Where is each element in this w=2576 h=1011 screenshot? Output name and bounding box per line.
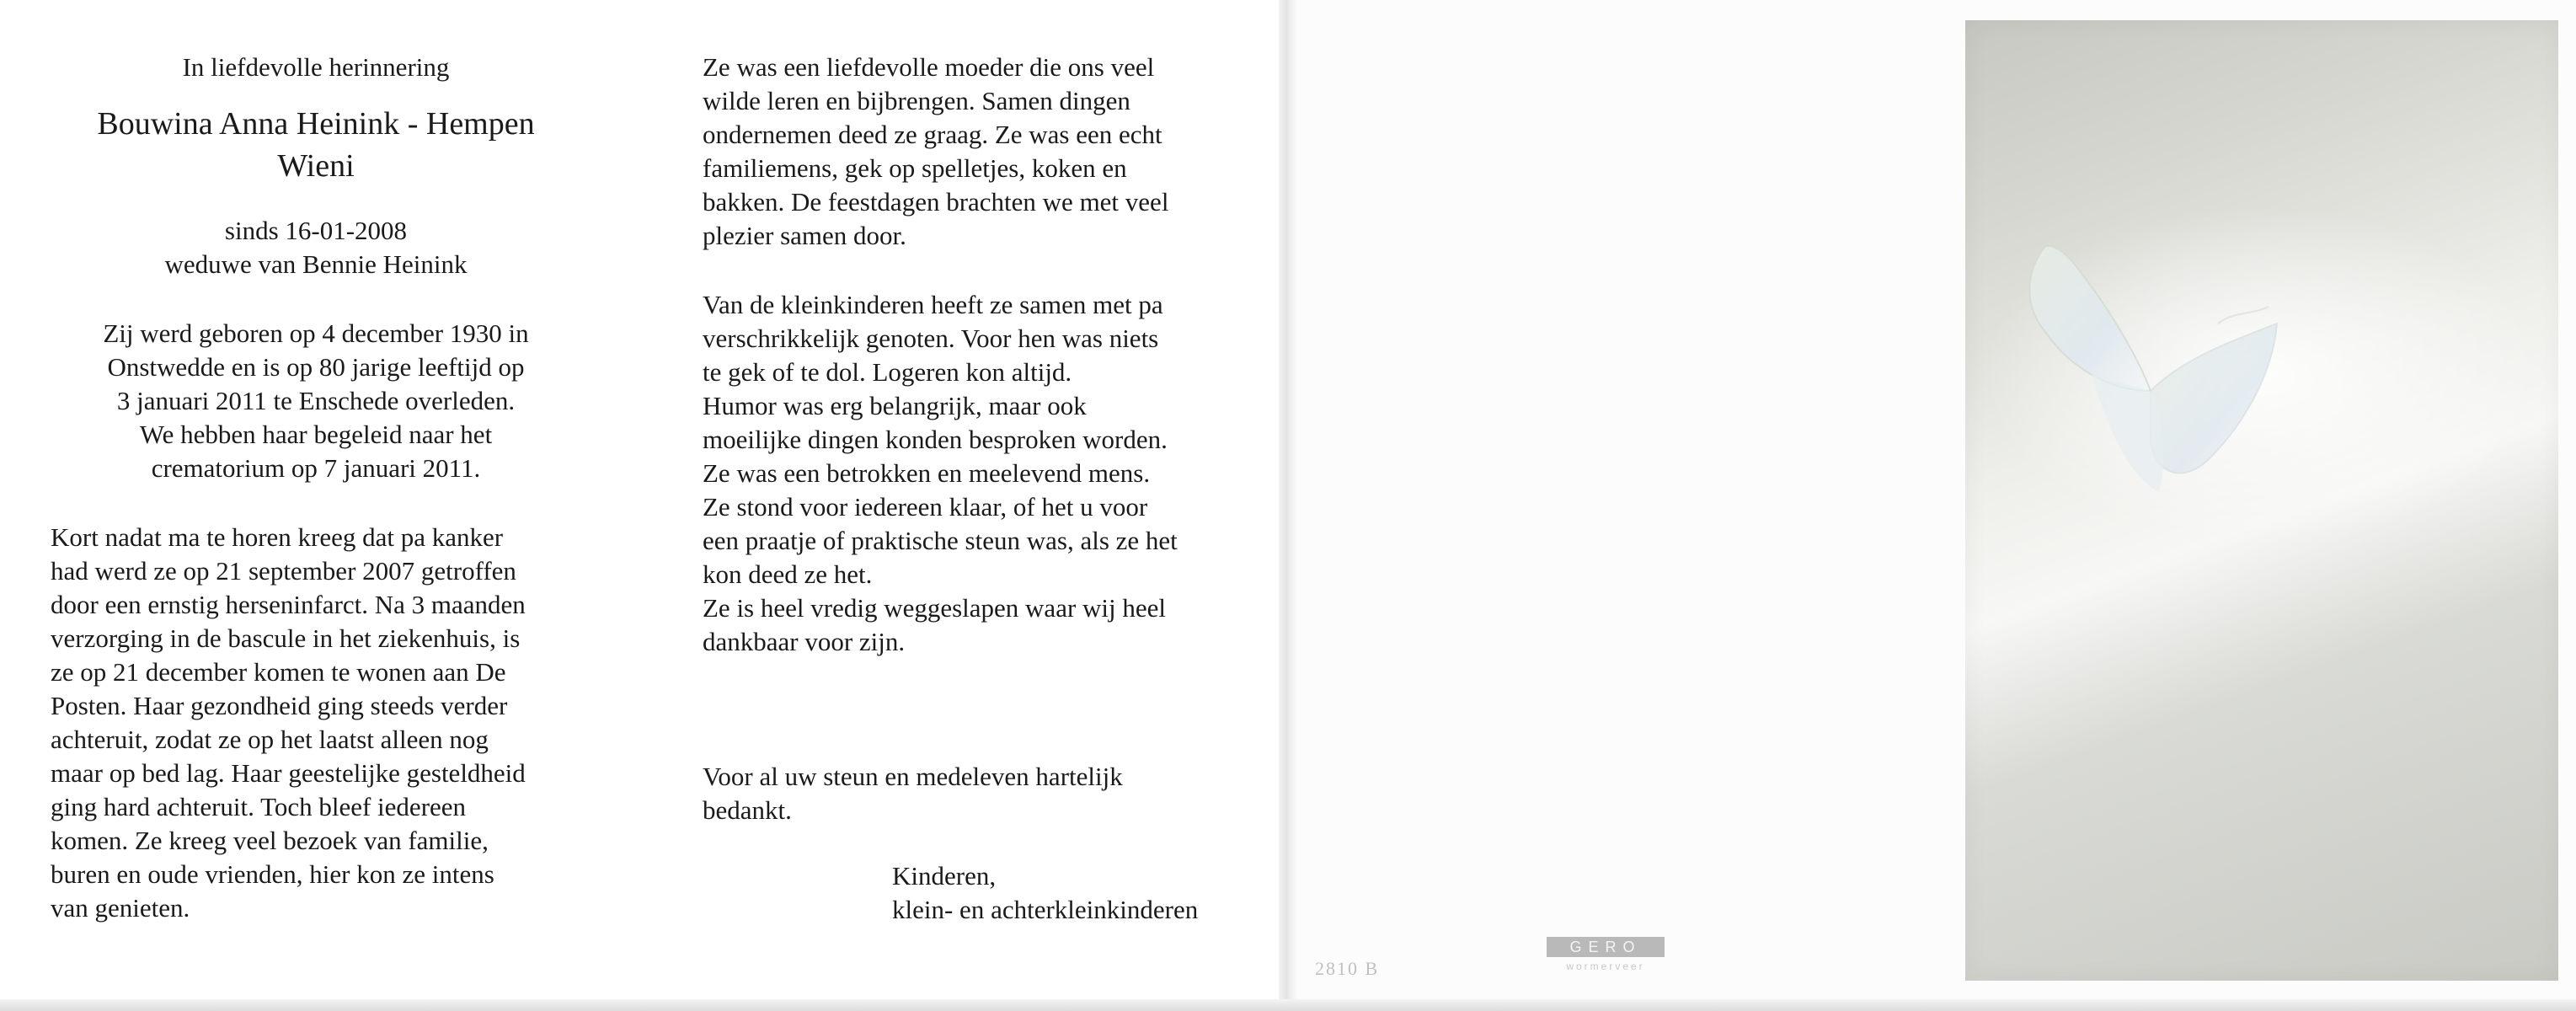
text-line: kon deed ze het. <box>703 559 873 589</box>
text-line: 3 januari 2011 te Enschede overleden. <box>116 386 516 415</box>
text-line: bedankt. <box>703 795 792 825</box>
text-line: van genieten. <box>51 893 190 923</box>
heading-text: In liefdevolle herinnering <box>182 52 450 82</box>
text-line: verschrikkelijk genoten. Voor hen was niets <box>703 324 1159 353</box>
text-line: familiemens, gek op spelletjes, koken en <box>703 153 1127 183</box>
birth-death-info <box>51 317 581 485</box>
deceased-name <box>51 103 581 187</box>
text-line: achteruit, zodat ze op het laatst alleen nog <box>51 725 489 754</box>
text-line: Voor al uw steun en medeleven hartelijk <box>703 762 1123 791</box>
text-line: Humor was erg belangrijk, maar ook <box>703 391 1087 420</box>
name-line: Bouwina Anna Heinink - Hempen <box>97 106 535 142</box>
text-line: verzorging in de bascule in het ziekenhuis, is <box>51 623 521 653</box>
widow-info <box>51 214 581 281</box>
printer-logo <box>1547 937 1665 972</box>
text-line: wilde leren en bijbrengen. Samen dingen <box>703 86 1130 115</box>
text-line: Posten. Haar gezondheid ging steeds verder <box>51 691 508 720</box>
text-line: te gek of te dol. Logeren kon altijd. <box>703 357 1072 387</box>
text-line: komen. Ze kreeg veel bezoek van familie, <box>51 826 489 855</box>
text-line: ging hard achteruit. Toch bleef iedereen <box>51 792 467 821</box>
text-line: Ze stond voor iedereen klaar, of het u voor <box>703 492 1148 522</box>
text-line: Zij werd geboren op 4 december 1930 in <box>103 318 529 348</box>
widow-of: weduwe van Bennie Heinink <box>164 249 468 279</box>
signoff-line: klein- en achterkleinkinderen <box>892 895 1199 924</box>
left-column <box>51 51 581 960</box>
text-line: Kort nadat ma te horen kreeg dat pa kanker <box>51 522 504 552</box>
grandchildren-paragraph <box>703 288 1259 659</box>
mother-paragraph <box>703 51 1259 253</box>
butterfly-icon <box>1965 20 2558 981</box>
text-line: dankbaar voor zijn. <box>703 627 906 656</box>
logo-text: GERO <box>1547 937 1665 957</box>
thanks-paragraph <box>703 760 1259 827</box>
logo-subtext: wormerveer <box>1566 960 1645 972</box>
scan-edge <box>0 999 2576 1011</box>
right-column <box>703 51 1259 927</box>
text-line: We hebben haar begeleid naar het <box>139 420 493 449</box>
signoff-line: Kinderen, <box>892 861 997 891</box>
text-line: maar op bed lag. Haar geestelijke gesteldheid <box>51 758 526 788</box>
product-code: 2810 B <box>1315 958 1380 979</box>
text-line: een praatje of praktische steun was, als ze het <box>703 526 1178 555</box>
text-line: moeilijke dingen konden besproken worden. <box>703 425 1168 454</box>
text-line: had werd ze op 21 september 2007 getroffen <box>51 556 516 586</box>
text-line: Ze is heel vredig weggeslapen waar wij heel <box>703 593 1167 623</box>
memorial-heading <box>51 51 581 84</box>
text-line: door een ernstig herseninfarct. Na 3 maanden <box>51 590 526 619</box>
text-line: ze op 21 december komen te wonen aan De <box>51 657 506 687</box>
widow-since: sinds 16-01-2008 <box>224 216 408 245</box>
nickname-line: Wieni <box>277 148 355 184</box>
story-paragraph <box>51 521 581 925</box>
text-line: plezier samen door. <box>703 221 906 250</box>
card-fold <box>1279 0 1297 1011</box>
text-line: ondernemen deed ze graag. Ze was een echt <box>703 120 1162 149</box>
text-line: Van de kleinkinderen heeft ze samen met pa <box>703 290 1163 319</box>
signoff <box>892 859 1259 927</box>
butterfly-photo <box>1965 20 2558 981</box>
text-line: Ze was een liefdevolle moeder die ons veel <box>703 52 1155 82</box>
text-line: buren en oude vrienden, hier kon ze intens <box>51 859 494 889</box>
text-line: Ze was een betrokken en meelevend mens. <box>703 458 1151 488</box>
text-line: bakken. De feestdagen brachten we met veel <box>703 187 1169 217</box>
text-line: Onstwedde en is op 80 jarige leeftijd op <box>107 352 525 382</box>
text-line: crematorium op 7 januari 2011. <box>151 453 481 483</box>
